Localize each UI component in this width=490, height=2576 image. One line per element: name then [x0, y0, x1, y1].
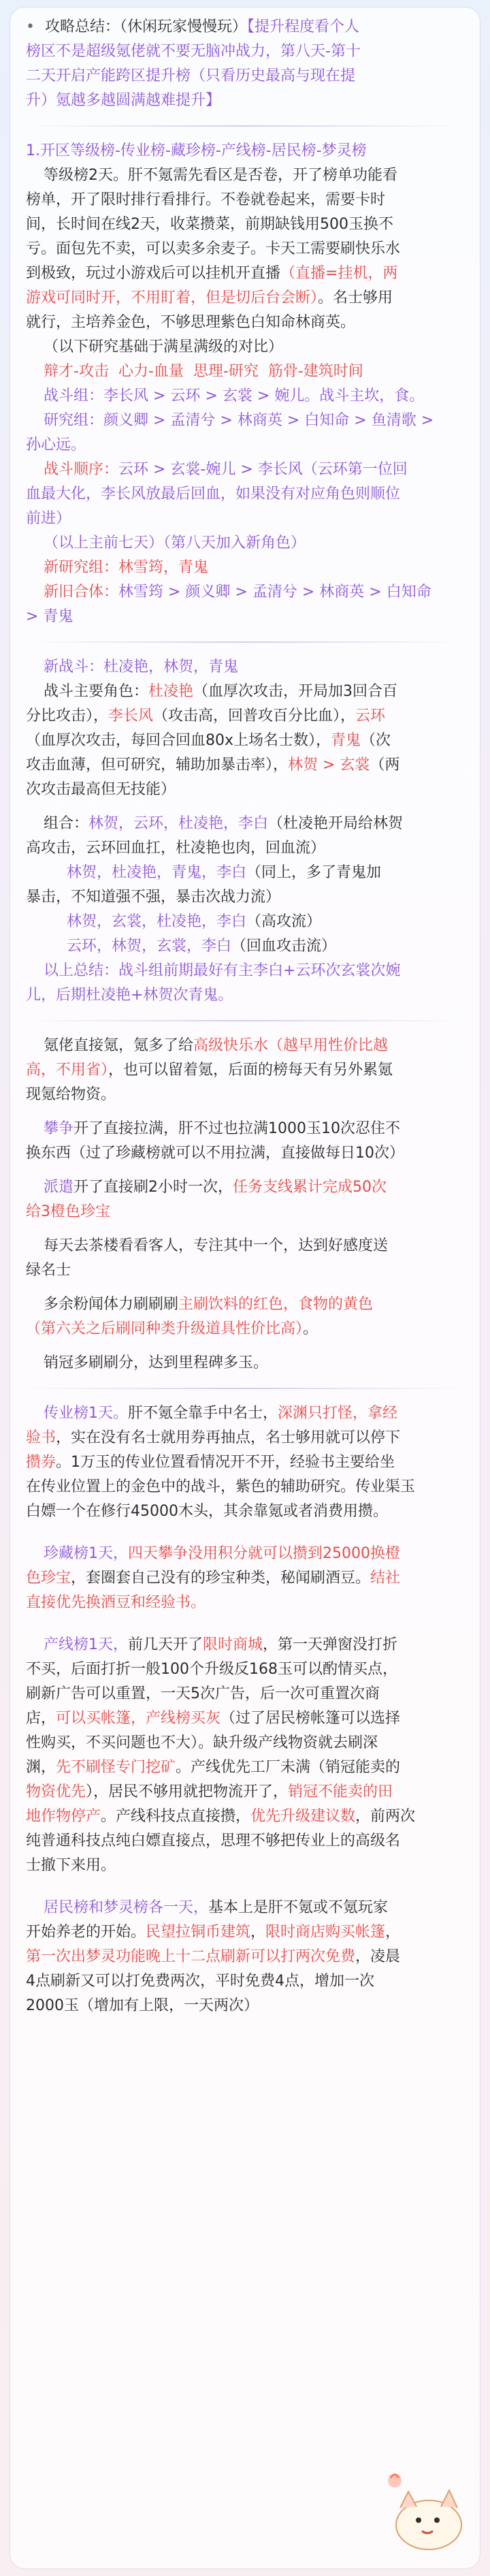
header-block [26, 15, 463, 113]
s3-p4a: 每天去茶楼看看客人，专注其中一个，达到好感度送 [44, 1237, 389, 1254]
s4-p3f: 刷新广告可以重置，一天5次广告，后一次可重置次商 [26, 1685, 380, 1702]
section-3 [26, 1034, 463, 1376]
s4-p4f: 限时商店购买帐篷 [265, 1924, 386, 1941]
stat-a: 辩才-攻击 [44, 363, 109, 380]
s3-p3c: 任务支线累计完成50次 [233, 1179, 387, 1196]
s4-p1g: 。1万玉的传业位置看情况开不开，经验书主要给坐 [56, 1454, 395, 1471]
s4-p3a: 产线榜1天， [44, 1636, 128, 1653]
main-c: 云环 [355, 707, 386, 725]
s4-p3k: 渊， [26, 1759, 56, 1776]
s4-p3m: 。产线优先工厂未满（销冠能卖的 [176, 1759, 401, 1776]
new-research: 林雪筠，青鬼 [118, 559, 209, 576]
combo-2-desc2: 暴击，不知道强不强，暴击次战力流） [26, 889, 281, 906]
stat-c: 思理-研究 [193, 363, 259, 380]
combo-1-desc: （杜凌艳开局给林贺 [268, 815, 404, 832]
s4-p3g: 店， [26, 1710, 56, 1727]
s4-p1c: 深渊只打怪，拿经 [278, 1405, 398, 1422]
combo-3-desc: （高攻流） [246, 913, 322, 930]
main-d: 青鬼 [331, 732, 361, 749]
s4-p3t: ，前两次 [355, 1808, 416, 1825]
combo-4: 云环，林贺，玄裳，李白 [67, 938, 232, 955]
article [26, 15, 463, 2018]
s4-p3q: 地作物停产 [26, 1808, 101, 1825]
divider [26, 1020, 463, 1021]
main-a-desc2: 分比攻击）， [26, 707, 109, 725]
stat-b: 心力-血量 [118, 363, 184, 380]
s3-p6: 销冠多刷刷分，达到里程碑多玉。 [44, 1354, 269, 1371]
s4-p4e: ， [250, 1924, 266, 1941]
main-a-desc: （血厚次攻击，开局加3回合百 [193, 683, 398, 700]
s3-p2b: 开了直接拉满，肝不过也拉满1000玉10次忍住不 [74, 1120, 400, 1137]
order-text3: 前进） [26, 510, 71, 527]
s3-p1d: ，也可以留着氪，后面的榜每天有另外累氪 [108, 1062, 393, 1079]
s4-p3l: 先不刷怪专门挖矿 [56, 1759, 176, 1776]
new-old2: > 青鬼 [26, 608, 74, 625]
s1-p1-3: 亏。面包先不卖，可以卖多余麦子。卡天工需要刷快乐水 [26, 240, 401, 257]
s4-p3p: 销冠不能卖的田 [288, 1783, 393, 1800]
s4-p4c: 开始养老的开始。 [26, 1924, 146, 1941]
main-c-desc: （血厚次攻击，每回合回血80x上场名士数）， [26, 732, 331, 749]
s4-p3u: 纯普通科技点纯白嫖直接点，思理不够把传业上的高级名 [26, 1832, 401, 1849]
s3-p1b: 高级快乐水（越早用性价比越 [193, 1037, 389, 1054]
s3-p2a: 攀争 [44, 1120, 74, 1137]
s1-p1-1: 榜单，开了限时排行看排行。不卷就卷起来，需要卡时 [26, 191, 386, 208]
s3-p3a: 派遣 [44, 1179, 74, 1196]
s4-p2f: 直接优先换酒豆和经验书。 [26, 1594, 206, 1611]
s3-p5c: （第六关之后刷同种类升级道具性价比高） [26, 1320, 304, 1337]
s3-p5b: 主刷饮料的红色，食物的黄色 [178, 1296, 374, 1313]
stat-d: 筋骨-建筑时间 [267, 363, 363, 380]
s3-p5a: 多余粉闻体力刷刷刷 [44, 1296, 179, 1313]
main-label: 战斗主要角色： [44, 683, 149, 700]
s4-p2b: 四天攀争没用积分就可以攒到25000换橙 [128, 1545, 400, 1562]
s4-p1a: 传业榜1天。 [44, 1405, 128, 1422]
combo-3: 林贺，玄裳，杜凌艳，李白 [67, 913, 247, 930]
combo-1-desc2: 高攻击，云环回血扛，杜凌艳也肉，回血流） [26, 840, 326, 857]
s4-p4k: 2000玉（增加有上限，一天两次） [26, 1997, 259, 2014]
new-old-label: 新旧合体： [44, 584, 119, 601]
s3-p4b: 绿名士 [26, 1262, 71, 1279]
new-research-label: 新研究组： [44, 559, 119, 576]
s4-p1i: 白嫖一个在修行45000木头，其余靠氪或者消费用攒。 [26, 1503, 388, 1520]
s1-p1-2: 间，长时间在线2天，收菜攒菜，前期缺钱用500玉换不 [26, 216, 393, 233]
bullet-icon: • [26, 18, 35, 35]
s4-p1f: 攒券 [26, 1454, 56, 1471]
s3-p2c: 换东西（过了珍藏榜就可以不用拉满，直接做每日10次） [26, 1145, 404, 1162]
main-b-desc: （攻击高，回普攻百分比血）， [153, 707, 356, 725]
s4-p2a: 珍藏榜1天， [44, 1545, 128, 1562]
main-a: 杜凌艳 [148, 683, 194, 700]
s4-p3c: 限时商城 [203, 1636, 263, 1653]
combo-4-desc: （回血攻击流） [231, 938, 337, 955]
s4-p2c: 色珍宝 [26, 1570, 71, 1587]
combo-label: 组合： [44, 815, 89, 832]
s4-p1b: 肝不氪全靠手中名士， [128, 1405, 278, 1422]
summary-line2: 榜区不是超级氪佬就不要无脑冲战力，第八天-第十 [26, 43, 361, 60]
s3-p3d: 给3橙色珍宝 [26, 1203, 110, 1220]
combo-2: 林贺，杜凌艳，青鬼，李白 [67, 864, 247, 881]
main-d-desc2: 攻击血薄，但可研究，辅助加暴击率）， [26, 757, 289, 774]
s1-note: （以下研究基础于满星满级的对比） [44, 338, 284, 355]
order-text2: 血最大化，李长风放最后回血，如果没有对应角色则顺位 [26, 486, 401, 503]
divider [26, 1388, 463, 1389]
s4-p3h: 可以买帐篷，产线榜买灰 [56, 1710, 221, 1727]
main-d-desc: （次 [361, 732, 391, 749]
s4-p3r: 。产线科技点直接攒， [101, 1808, 251, 1825]
new-battle: 杜凌艳，林贺，青鬼 [103, 658, 239, 675]
main-e: 林贺 > 玄裳 [288, 757, 370, 774]
summary-line4: 升）氪越多越圆满越难提升】 [26, 92, 221, 109]
s4-p3o: ），居民不够用就把物流开了， [86, 1783, 289, 1800]
s3-p1c: 高，不用省） [26, 1062, 109, 1079]
s3-p5d: 。 [303, 1320, 318, 1337]
s4-p1h: 在传业位置上的金色中的战斗，紫色的辅助研究。传业渠玉 [26, 1478, 416, 1495]
s4-p4a: 居民榜和梦灵榜各一天， [44, 1899, 209, 1916]
divider [26, 125, 463, 127]
s4-p4b: 基本上是肝不氪或不氪玩家 [208, 1899, 389, 1916]
s3-p1e: 现氪给物资。 [26, 1086, 116, 1103]
s4-p4d: 民望拉铜币建筑 [146, 1924, 251, 1941]
combo-2-desc: （同上，多了青鬼加 [246, 864, 382, 881]
summary-red: 【提升程度看个人 [247, 18, 360, 35]
s4-p4g: ， [385, 1924, 401, 1941]
summary-line3: 二天开启产能跨区提升榜（只看历史最高与现在提 [26, 67, 356, 84]
s1-p1-4: 到极致，玩过小游戏后可以挂机开直播 [26, 265, 281, 282]
main-e-desc: （两 [370, 757, 400, 774]
s1-p1-0: 等级榜2天。肝不氪需先看区是否卷，开了榜单功能看 [44, 167, 397, 184]
research-list: 颜义卿 > 孟清兮 > 林商英 > 白知命 > 鱼清歌 > [103, 412, 434, 429]
new-battle-label: 新战斗： [44, 658, 104, 675]
s1-tail2: 就行，主培养金色，不够思理紫色白知命林商英。 [26, 314, 356, 331]
s4-p4j: 4点刷新又可以打免费两次，平时免费4点，增加一次 [26, 1973, 374, 1990]
section-1 [26, 139, 463, 629]
s4-p3b: 前几天开了 [128, 1636, 203, 1653]
s1-red: （直播=挂机，两 [280, 265, 398, 282]
s4-p3v: 士撤下来用。 [26, 1857, 116, 1874]
section-2 [26, 655, 463, 1008]
divider [26, 641, 463, 643]
s4-p3n: 物资优先 [26, 1783, 86, 1800]
s1-red2: 游戏可同时开，不用盯着，但是切后台会断） [26, 289, 318, 306]
s4-p3d: ，第一天弹窗没打折 [263, 1636, 398, 1653]
s4-p3j: 性购买，不买问题也不大）。缺升级产线物资就去刷深 [26, 1734, 378, 1751]
battle-list: 李长风 > 云环 > 玄裳 > 婉儿。战斗主坎，食。 [103, 387, 425, 404]
research-label: 研究组： [44, 412, 104, 429]
section-4 [26, 1401, 463, 2018]
s4-p1e: ，实在没有名士就用券再抽点，名士够用就可以停下 [56, 1429, 401, 1446]
bonus-note: （以上主前七天）（第八天加入新角色） [44, 535, 306, 552]
s4-p1d: 验书 [26, 1429, 56, 1446]
order-label: 战斗顺序： [44, 461, 119, 478]
s4-p4i: ，凌晨 [355, 1948, 401, 1965]
main-b: 李长风 [108, 707, 154, 725]
new-old: 林雪筠 > 颜义卿 > 孟清兮 > 林商英 > 白知命 [118, 584, 431, 601]
combo-1: 林贺，云环，杜凌艳，李白 [88, 815, 269, 832]
research-list2: 孙心远。 [26, 436, 86, 454]
summary2: 儿，后期杜凌艳+林贺次青鬼。 [26, 987, 233, 1004]
s4-p2d: ，套圈套自己没有的珍宝种类，秘闻刷酒豆。 [71, 1570, 371, 1587]
order-text: 云环 > 玄裳-婉儿 > 李长风（云环第一位回 [118, 461, 408, 478]
summary: 以上总结：战斗组前期最好有主李白+云环次玄裳次婉 [44, 962, 401, 979]
section-1-title: 1.开区等级榜-传业榜-藏珍榜-产线榜-居民榜-梦灵榜 [26, 142, 367, 159]
s4-p4h: 第一次出梦灵功能晚上十二点刷新可以打两次免费 [26, 1948, 356, 1965]
main-e-desc2: 次攻击最高但无技能） [26, 781, 176, 798]
summary-prefix: 攻略总结：（休闲玩家慢慢玩） [44, 18, 247, 35]
s4-p3e: 不买，后面打折一般100个升级反168玉可以酌情买点， [26, 1661, 397, 1678]
s4-p3i: （过了居民榜帐篷可以选择 [220, 1710, 401, 1727]
s4-p3s: 优先升级建议数 [250, 1808, 356, 1825]
s3-p1a: 氪佬直接氪，氪多了给 [44, 1037, 194, 1054]
s3-p3b: 开了直接刷2小时一次， [74, 1179, 233, 1196]
mascot-sticker-icon [347, 2460, 470, 2556]
s1-tail: 。名士够用 [318, 289, 393, 306]
s4-p2e: 结社 [370, 1570, 401, 1587]
battle-label: 战斗组： [44, 387, 104, 404]
